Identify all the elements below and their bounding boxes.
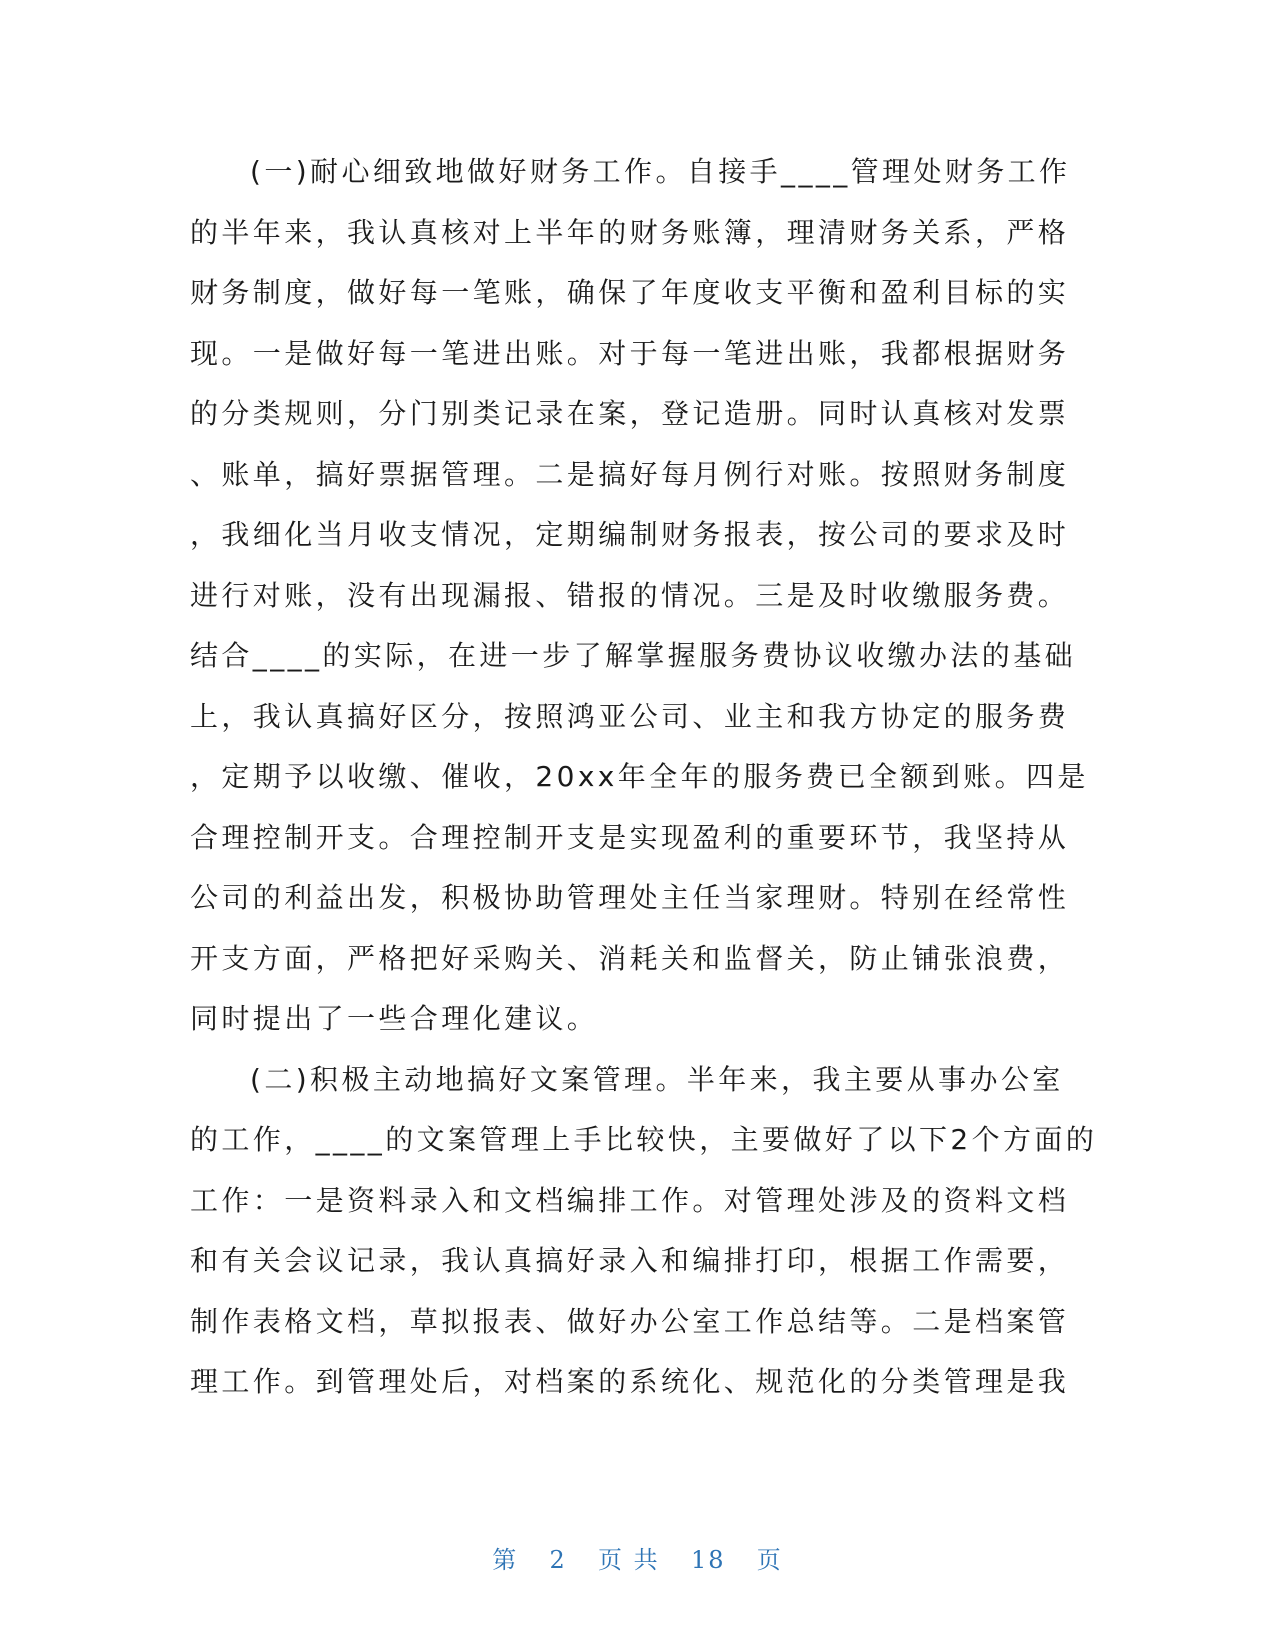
paragraph-1-line-12: 合理控制开支。合理控制开支是实现盈利的重要环节，我坚持从 — [190, 820, 1070, 854]
document-body — [190, 142, 1190, 1413]
paragraph-2-line-5: 制作表格文档，草拟报表、做好办公室工作总结等。二是档案管 — [190, 1304, 1070, 1338]
paragraph-1-line-6: 、账单，搞好票据管理。二是搞好每月例行对账。按照财务制度 — [190, 457, 1070, 491]
paragraph-1-line-9: 结合____的实际，在进一步了解掌握服务费协议收缴办法的基础 — [190, 639, 1077, 672]
paragraph-2-line-1: (二)积极主动地搞好文案管理。半年来，我主要从事办公室 — [250, 1062, 1064, 1096]
paragraph-1-line-14: 开支方面，严格把好采购关、消耗关和监督关，防止铺张浪费， — [190, 941, 1070, 975]
paragraph-1-line-15: 同时提出了一些合理化建议。 — [190, 1002, 599, 1035]
paragraph-2-line-3: 工作：一是资料录入和文档编排工作。对管理处涉及的资料文档 — [190, 1183, 1070, 1217]
paragraph-1-line-1: (一)耐心细致地做好财务工作。自接手____管理处财务工作 — [250, 155, 1071, 188]
footer-prefix: 第 — [492, 1546, 519, 1574]
paragraph-1-line-2: 的半年来，我认真核对上半年的财务账簿，理清财务关系，严格 — [190, 215, 1070, 249]
footer-middle: 页 共 — [598, 1546, 660, 1574]
paragraph-1-line-8: 进行对账，没有出现漏报、错报的情况。三是及时收缴服务费。 — [190, 578, 1070, 612]
paragraph-2-line-4: 和有关会议记录，我认真搞好录入和编排打印，根据工作需要， — [190, 1244, 1070, 1277]
page-footer — [0, 1540, 1275, 1575]
paragraph-1-line-10: 上，我认真搞好区分，按照鸿亚公司、业主和我方协定的服务费 — [190, 699, 1070, 733]
footer-total-pages: 18 — [690, 1546, 726, 1574]
paragraph-1-line-11: ，定期予以收缴、催收，20xx年全年的服务费已全额到账。四是 — [190, 760, 1089, 793]
paragraph-1-line-13: 公司的利益出发，积极协助管理处主任当家理财。特别在经常性 — [190, 881, 1070, 914]
paragraph-1-line-5: 的分类规则，分门别类记录在案，登记造册。同时认真核对发票 — [190, 397, 1070, 430]
paragraph-1-line-4: 现。一是做好每一笔进出账。对于每一笔进出账，我都根据财务 — [190, 336, 1070, 370]
paragraph-2-line-2: 的工作，____的文案管理上手比较快，主要做好了以下2个方面的 — [190, 1123, 1098, 1156]
footer-current-page: 2 — [549, 1546, 567, 1574]
paragraph-1-line-3: 财务制度，做好每一笔账，确保了年度收支平衡和盈利目标的实 — [190, 276, 1070, 309]
footer-suffix: 页 — [756, 1546, 783, 1574]
paragraph-1-line-7: ，我细化当月收支情况，定期编制财务报表，按公司的要求及时 — [190, 518, 1070, 551]
paragraph-2-line-6: 理工作。到管理处后，对档案的系统化、规范化的分类管理是我 — [190, 1365, 1070, 1398]
